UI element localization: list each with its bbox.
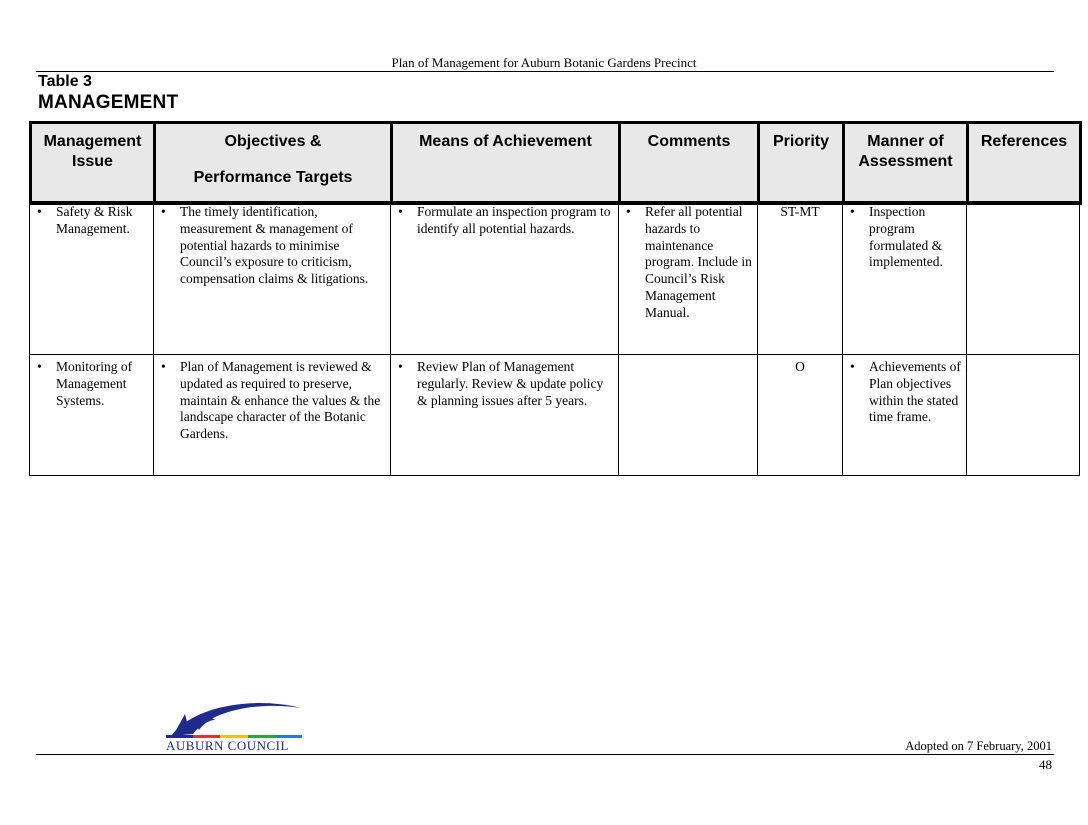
cell-priority: ST-MT <box>758 202 843 355</box>
table-label: Table 3 <box>38 73 92 90</box>
footer-adopted-date: Adopted on 7 February, 2001 <box>905 739 1052 753</box>
cell-objective: The timely identification, measurement & management of potential hazards to minimise Council’s exposure to criticism, compensation claims & litigations. <box>180 204 369 287</box>
table-row <box>30 355 1080 476</box>
document-header-title: Plan of Management for Auburn Botanic Gardens Precinct <box>391 55 697 70</box>
cell-comments: Refer all potential hazards to maintenance program. Include in Council’s Risk Management Manual. <box>645 204 752 320</box>
column-header-objectives: Objectives & Performance Targets <box>155 123 392 204</box>
table-row <box>30 202 1080 355</box>
column-header-comments: Comments <box>620 123 759 204</box>
cell-assessment: Inspection program formulated & implemented. <box>869 204 943 270</box>
cell-priority: O <box>758 355 843 476</box>
page-number: 48 <box>1039 757 1052 772</box>
bullet-icon: • <box>37 204 42 219</box>
cell-issue: Safety & Risk Management. <box>56 204 133 236</box>
column-header-means: Means of Achievement <box>392 123 620 204</box>
bullet-icon: • <box>850 359 855 374</box>
bullet-icon: • <box>161 359 166 374</box>
table-title: MANAGEMENT <box>38 92 179 113</box>
column-header-assessment: Manner of Assessment <box>844 123 968 204</box>
bullet-icon: • <box>850 204 855 219</box>
column-header-priority: Priority <box>759 123 844 204</box>
column-header-references: References <box>968 123 1081 204</box>
cell-assessment: Achievements of Plan objectives within the stated time frame. <box>869 359 961 425</box>
cell-issue: Monitoring of Management Systems. <box>56 359 133 408</box>
cell-comments <box>619 355 758 476</box>
header-divider <box>36 71 1054 72</box>
bullet-icon: • <box>398 204 403 219</box>
bullet-icon: • <box>398 359 403 374</box>
bullet-icon: • <box>626 204 631 219</box>
table-header <box>29 121 1082 205</box>
logo-text: AUBURN COUNCIL <box>166 738 289 753</box>
cell-means: Formulate an inspection program to identify all potential hazards. <box>417 204 611 236</box>
cell-means: Review Plan of Management regularly. Review & update policy & planning issues after 5 years. <box>417 359 604 408</box>
cell-objective: Plan of Management is reviewed & updated as required to preserve, maintain & enhance the values & the landscape character of the Botanic Gardens. <box>180 359 381 442</box>
bullet-icon: • <box>161 204 166 219</box>
cell-references <box>967 355 1080 476</box>
management-table <box>29 201 1080 476</box>
bullet-icon: • <box>37 359 42 374</box>
column-header-issue: Management Issue <box>31 123 155 204</box>
cell-references <box>967 202 1080 355</box>
footer-divider <box>36 754 1054 755</box>
